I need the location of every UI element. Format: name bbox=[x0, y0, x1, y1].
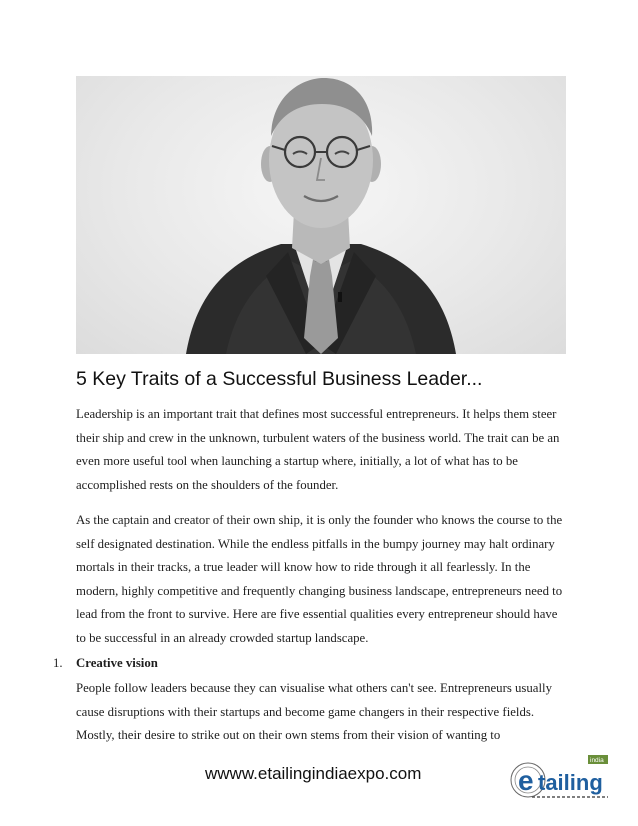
article-photo bbox=[76, 76, 566, 354]
list-item-text: People follow leaders because they can visualise what others can't see. Entrepreneurs usually cause disruptions with their startups and become game changers in their respective fields. Mostly, their desire to strike out on their own stems from their vision of wanting to bbox=[76, 681, 552, 742]
list-item-number: 1. bbox=[53, 656, 63, 670]
svg-text:e: e bbox=[518, 765, 534, 796]
etailing-logo bbox=[508, 752, 612, 804]
intro-paragraph: Leadership is an important trait that defines most successful entrepreneurs. It helps them steer their ship and crew in the unknown, turbulent waters of the business world. The trait can be an even more useful tool when launching a startup where, initially, a lot of what has to be accomplished rests on the shoulders of the founder. bbox=[76, 407, 560, 492]
footer-url: wwww.etailingindiaexpo.com bbox=[205, 764, 422, 783]
body-paragraph: As the captain and creator of their own ship, it is only the founder who knows the course to the self designated destination. While the endless pitfalls in the bumpy journey may halt ordinary mortals in their tracks, a true leader will know how to ride through it all fearlessly. In the modern, highly competitive and frequently changing business landscape, entrepreneurs need to lead from the front to survive. Here are five essential qualities every entrepreneur should have to be successful in an already crowded startup landscape. bbox=[76, 513, 563, 645]
svg-text:tailing: tailing bbox=[538, 770, 603, 795]
list-item-heading: Creative vision bbox=[76, 656, 158, 670]
article-title: 5 Key Traits of a Successful Business Leader... bbox=[76, 368, 483, 390]
svg-text:india: india bbox=[590, 757, 604, 764]
